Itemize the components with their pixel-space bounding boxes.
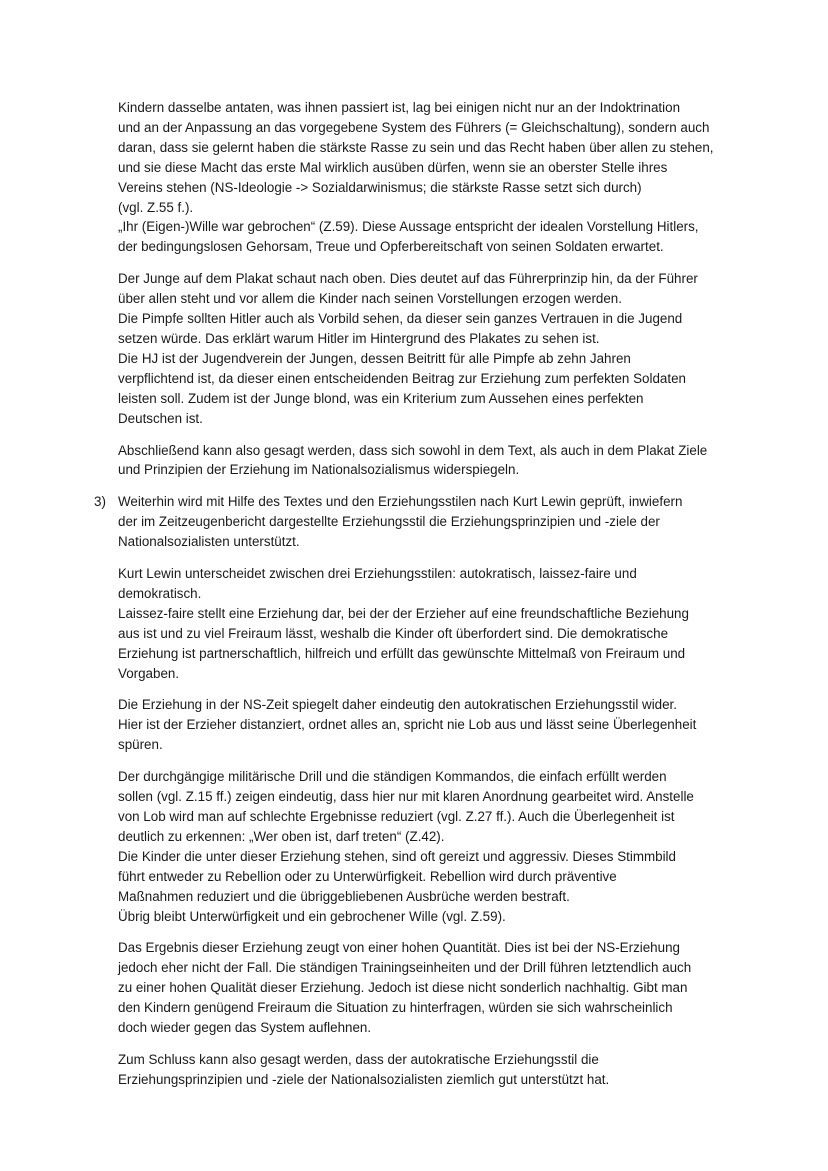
text-line: Vorgaben. <box>118 665 180 681</box>
paragraph <box>118 98 738 257</box>
text-line: Weiterhin wird mit Hilfe des Textes und den Erziehungsstilen nach Kurt Lewin geprüft, inwiefern <box>118 494 683 510</box>
text-line: den Kindern genügend Freiraum die Situation zu hinterfragen, würden sie sich wahrscheinlich <box>118 1000 673 1016</box>
text-line: Übrig bleibt Unterwürfigkeit und ein gebrochener Wille (vgl. Z.59). <box>118 908 506 924</box>
text-line: von Lob wird man auf schlechte Ergebnisse reduziert (vgl. Z.27 ff.). Auch die Überlegenheit ist <box>118 809 675 824</box>
text-line: Das Ergebnis dieser Erziehung zeugt von einer hohen Quantität. Dies ist bei der NS-Erziehung <box>118 940 680 956</box>
text-line: Hier ist der Erzieher distanziert, ordnet alles an, spricht nie Lob aus und lässt seine Überlegenheit <box>118 717 697 733</box>
text-line: Nationalsozialisten unterstützt. <box>118 534 300 550</box>
text-line: Vereins stehen (NS-Ideologie -> Sozialdarwinismus; die stärkste Rasse setzt sich durch) <box>118 179 642 195</box>
text-line: aus ist und zu viel Freiraum lässt, weshalb die Kinder oft überfordert sind. Die demokratische <box>118 625 669 641</box>
text-line: Deutschen ist. <box>118 410 203 426</box>
text-line: Abschließend kann also gesagt werden, dass sich sowohl in dem Text, als auch in dem Plakat Ziele <box>118 442 708 458</box>
paragraph <box>118 269 738 428</box>
text-line: „Ihr (Eigen-)Wille war gebrochen“ (Z.59). Diese Aussage entspricht der idealen Vorstellung Hitlers, <box>118 219 699 235</box>
text-line: doch wieder gegen das System auflehnen. <box>118 1020 372 1036</box>
paragraph <box>118 1050 738 1090</box>
text-line: jedoch eher nicht der Fall. Die ständigen Trainingseinheiten und der Drill führen letztendlich auch <box>118 960 692 976</box>
text-line: Kurt Lewin unterscheidet zwischen drei Erziehungsstilen: autokratisch, laissez-faire und <box>118 566 637 582</box>
text-line: Die Pimpfe sollten Hitler auch als Vorbild sehen, da dieser sein ganzes Vertrauen in die Jugend <box>118 311 683 327</box>
numbered-item <box>94 492 738 552</box>
text-line: Die HJ ist der Jugendverein der Jungen, dessen Beitritt für alle Pimpfe ab zehn Jahren <box>118 350 631 366</box>
paragraph <box>118 441 738 481</box>
document-body <box>94 98 738 1102</box>
text-line: Die Kinder die unter dieser Erziehung stehen, sind oft gereizt und aggressiv. Dieses Stimmbild <box>118 848 676 864</box>
text-line: spüren. <box>118 737 163 753</box>
text-line: und Prinzipien der Erziehung im Nationalsozialismus widerspiegeln. <box>118 462 520 478</box>
text-line: Der Junge auf dem Plakat schaut nach oben. Dies deutet auf das Führerprinzip hin, da der Führer <box>118 271 698 287</box>
text-line: der bedingungslosen Gehorsam, Treue und Opferbereitschaft von seinen Soldaten erwartet. <box>118 239 664 255</box>
text-line: Erziehungsprinzipien und -ziele der Nationalsozialisten ziemlich gut unterstützt hat. <box>118 1071 610 1087</box>
text-line: Laissez-faire stellt eine Erziehung dar, bei der der Erzieher auf eine freundschaftliche Beziehung <box>118 605 689 621</box>
paragraph <box>118 695 738 755</box>
text-line: Maßnahmen reduziert und die übriggebliebenen Ausbrüche werden bestraft. <box>118 888 570 904</box>
text-line: daran, dass sie gelernt haben die stärkste Rasse zu sein und das Recht haben über allen zu stehen, <box>118 139 714 155</box>
text-line: Erziehung ist partnerschaftlich, hilfreich und erfüllt das gewünschte Mittelmaß von Freiraum und <box>118 645 686 661</box>
text-line: Der durchgängige militärische Drill und die ständigen Kommandos, die einfach erfüllt werden <box>118 769 667 785</box>
text-line: zu einer hohen Qualität dieser Erziehung. Jedoch ist diese nicht sonderlich nachhaltig. Gibt man <box>118 980 688 996</box>
item-number: 3) <box>94 494 106 510</box>
text-line: führt entweder zu Rebellion oder zu Unterwürfigkeit. Rebellion wird durch präventive <box>118 868 617 884</box>
text-line: Die Erziehung in der NS-Zeit spiegelt daher eindeutig den autokratischen Erziehungsstil wider. <box>118 697 677 713</box>
text-line: verpflichtend ist, da dieser einen entscheidenden Beitrag zur Erziehung zum perfekten Soldaten <box>118 370 686 386</box>
text-line: leisten soll. Zudem ist der Junge blond, was ein Kriterium zum Aussehen eines perfekten <box>118 390 644 406</box>
text-line: setzen würde. Das erklärt warum Hitler im Hintergrund des Plakates zu sehen ist. <box>118 330 600 346</box>
text-line: und sie diese Macht das erste Mal wirklich ausüben dürfen, wenn sie an oberster Stelle ihres <box>118 159 668 175</box>
paragraph <box>118 938 738 1038</box>
text-line: (vgl. Z.55 f.). <box>118 199 194 215</box>
text-line: Zum Schluss kann also gesagt werden, dass der autokratische Erziehungsstil die <box>118 1051 599 1067</box>
text-line: sollen (vgl. Z.15 ff.) zeigen eindeutig, dass hier nur mit klaren Anordnung gearbeitet wird. Anstelle <box>118 789 694 805</box>
paragraph <box>118 767 738 926</box>
text-line: der im Zeitzeugenbericht dargestellte Erziehungsstil die Erziehungsprinzipien und -ziele der <box>118 514 660 530</box>
text-line: Kindern dasselbe antaten, was ihnen passiert ist, lag bei einigen nicht nur an der Indoktrination <box>118 100 681 115</box>
text-line: und an der Anpassung an das vorgegebene System des Führers (= Gleichschaltung), sondern auch <box>118 119 710 135</box>
text-line: deutlich zu erkennen: „Wer oben ist, darf treten“ (Z.42). <box>118 828 445 844</box>
text-line: demokratisch. <box>118 585 202 601</box>
paragraph <box>118 564 738 683</box>
text-line: über allen steht und vor allem die Kinder nach seinen Vorstellungen erzogen werden. <box>118 291 622 307</box>
